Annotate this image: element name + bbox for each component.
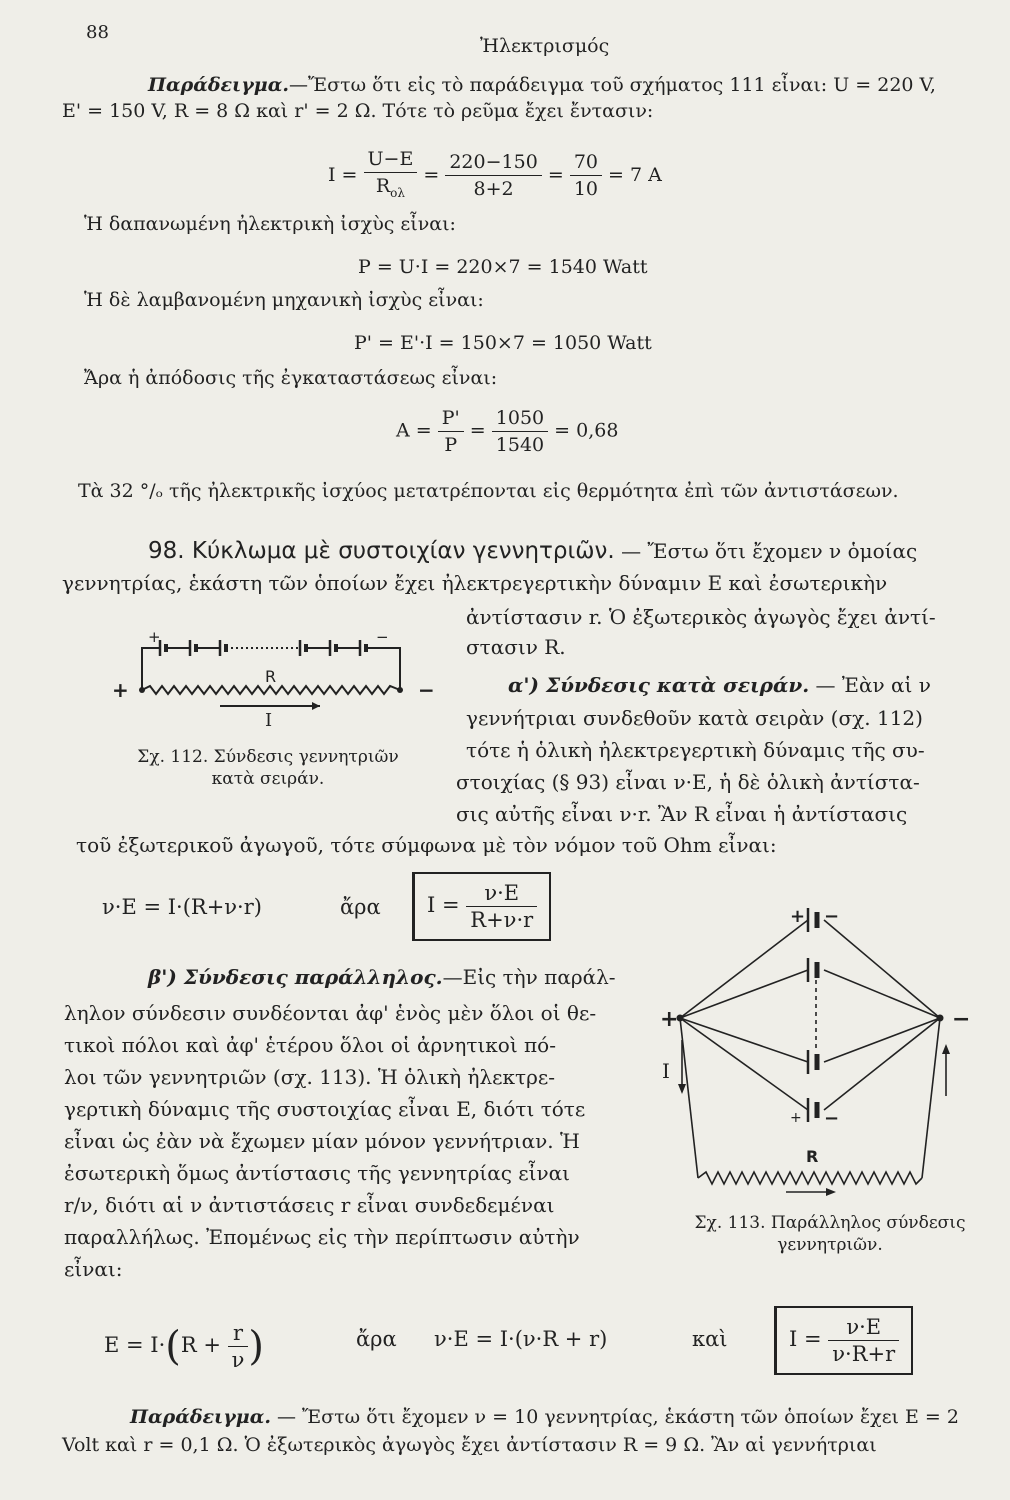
figure-112-plus-terminal: + <box>112 678 129 702</box>
parallel-ara: ἄρα <box>356 1327 397 1351</box>
parallel-equation2: ν·E = I·(ν·R + r) <box>434 1327 608 1351</box>
power-consumed-equation: P = U·I = 220×7 = 1540 Watt <box>358 256 648 278</box>
figure-112-terminal-negative <box>397 687 403 693</box>
efficiency-text: Ἄρα ἡ ἀπόδοσις τῆς ἐγκαταστάσεως εἶναι: <box>84 367 498 389</box>
power-mech-text: Ἡ δὲ λαμβανομένη μηχανικὴ ἰσχὺς εἶναι: <box>84 289 484 311</box>
figure-113-caption: Σχ. 113. Παράλληλος σύνδεσις γεννητριῶν. <box>694 1213 966 1255</box>
figure-113-current-arrow-right <box>942 1044 950 1054</box>
parallel-result-box: I = $\frac{\nu\cdot E}{\nu\cdot R+r}$ <box>774 1306 913 1375</box>
parallel-kai: καὶ <box>692 1327 728 1351</box>
example2-line2: Volt καὶ r = 0,1 Ω. Ὁ ἐξωτερικὸς ἀγωγὸς ἔχει ἀντίστασιν R = 9 Ω. Ἂν αἱ γεννήτριαι <box>62 1434 877 1456</box>
figure-113-plus-bottom: + <box>790 1110 802 1126</box>
section98-title: 98. Κύκλωμα μὲ συστοιχίαν γεννητριῶν. <box>148 538 615 564</box>
series-line2: γεννήτριαι συνδεθοῦν κατὰ σειρὰν (σχ. 112) <box>466 706 923 730</box>
figure-113-plus-top: + <box>790 906 806 927</box>
page-number: 88 <box>86 22 109 43</box>
section98-line4: στασιν R. <box>466 635 566 659</box>
parallel-paragraph: ληλον σύνδεσιν συνδέονται ἀφ' ἑνὸς μὲν ὅλοι οἱ θε- τικοὶ πόλοι καὶ ἀφ' ἑτέρου ὅλοι οἱ ἀρνητικοὶ πό- λοι τῶν γεννητριῶν (σχ. 113). Ἡ ὁλικὴ ἠλεκτρε- γερτικὴ δύναμις τῆς συστοιχίας εἶναι E, διότι τότε εἶναι ὡς ἐὰν νὰ ἔχωμεν μίαν μόνον γεννήτριαν. Ἡ ἐσωτερικὴ ὅμως ἀντίστασις τῆς γεννητρίας εἶναι r/ν, διότι αἱ ν ἀντιστάσεις r εἶναι συνδεδεμέναι παραλλήλως. Ἐπομένως εἰς τὴν περίπτωσιν αὐτὴν εἶναι: <box>64 1001 597 1281</box>
equation-current: I = $\frac{U-E}{R_{o\lambda}}$ = $\frac{220-150}{8+2}$ = $\frac{70}{10}$ = 7 A <box>328 148 662 201</box>
figure-113-node-negative <box>937 1015 944 1022</box>
running-title: Ἠλεκτρισμός <box>480 35 610 57</box>
section98-line2: γεννητρίας, ἑκάστη τῶν ὁποίων ἔχει ἠλεκτρεγερτικὴν δύναμιν E καὶ ἐσωτερικὴν <box>62 571 888 595</box>
figure-113-resistor-label: R <box>806 1147 819 1166</box>
figure-112-current-label: I <box>265 710 273 731</box>
figure-112-terminal-positive <box>139 687 145 693</box>
figure-112-minus-top: − <box>376 628 389 646</box>
series-line6: τοῦ ἐξωτερικοῦ ἀγωγοῦ, τότε σύμφωνα μὲ τὸν νόμον τοῦ Ohm εἶναι: <box>76 833 777 857</box>
figure-113-minus-bottom: − <box>824 1108 840 1129</box>
series-label: α') Σύνδεσις κατὰ σειράν. <box>508 673 810 697</box>
equation-efficiency: A = $\frac{P'}{P}$ = $\frac{1050}{1540}$ = 0,68 <box>396 407 619 456</box>
figure-112-caption: Σχ. 112. Σύνδεσις γεννητριῶν κατὰ σειράν. <box>137 747 399 789</box>
figure-113-plus-terminal: + <box>660 1007 679 1032</box>
figure-112-resistor-label: R <box>265 667 277 686</box>
power-consumed-text: Ἡ δαπανωμένη ἠλεκτρικὴ ἰσχὺς εἶναι: <box>84 213 456 235</box>
section98-line3: ἀντίστασιν r. Ὁ ἐξωτερικὸς ἀγωγὸς ἔχει ἀντί- <box>466 605 936 629</box>
series-result-box: I = $\frac{\nu\cdot E}{R+\nu\cdot r}$ <box>412 872 551 941</box>
parallel-line1: β') Σύνδεσις παράλληλος.—Εἰς τὴν παράλ- <box>148 965 616 989</box>
figure-113-current-arrow-bottom <box>826 1188 836 1196</box>
figure-112-current-arrow <box>312 702 320 710</box>
power-mech-equation: P' = E'·I = 150×7 = 1050 Watt <box>354 332 652 354</box>
parallel-label: β') Σύνδεσις παράλληλος. <box>148 965 443 989</box>
series-line3: τότε ἡ ὁλικὴ ἠλεκτρεγερτικὴ δύναμις τῆς συ- <box>466 738 925 762</box>
series-line4: στοιχίας (§ 93) εἶναι ν·E, ἡ δὲ ὁλικὴ ἀντίστα- <box>456 770 920 794</box>
figure-112-series-circuit <box>100 626 440 736</box>
section98-line1: 98. Κύκλωμα μὲ συστοιχίαν γεννητριῶν. — Ἔστω ὅτι ἔχομεν ν ὁμοίας <box>148 538 918 564</box>
series-line1: α') Σύνδεσις κατὰ σειράν. — Ἐὰν αἱ ν <box>508 673 931 697</box>
example1-label: Παράδειγμα. <box>148 74 289 96</box>
figure-113-parallel-circuit <box>660 900 980 1200</box>
parallel-equation1: E = I·(R + $\frac{r}{\nu}$ ) <box>104 1321 265 1372</box>
example2-label: Παράδειγμα. <box>130 1406 271 1428</box>
figure-112-minus-terminal: − <box>418 678 435 702</box>
example1-intro-line2: E' = 150 V, R = 8 Ω καὶ r' = 2 Ω. Τότε τὸ ρεῦμα ἔχει ἔντασιν: <box>62 100 654 122</box>
example2-line1: Παράδειγμα. — Ἔστω ὅτι ἔχομεν ν = 10 γεννητρίας, ἑκάστη τῶν ὁποίων ἔχει E = 2 <box>130 1406 959 1428</box>
example1-conclusion: Τὰ 32 °/ₒ τῆς ἠλεκτρικῆς ἰσχύος μετατρέπονται εἰς θερμότητα ἐπὶ τῶν ἀντιστάσεων. <box>78 480 899 502</box>
figure-113-current-arrow-left <box>678 1084 686 1094</box>
figure-113-current-label: I <box>662 1059 670 1083</box>
series-equation: ν·E = I·(R+ν·r) <box>102 895 262 919</box>
figure-113-minus-terminal: − <box>952 1007 971 1032</box>
example1-intro-line1: Παράδειγμα.—Ἔστω ὅτι εἰς τὸ παράδειγμα τοῦ σχήματος 111 εἶναι: U = 220 V, <box>148 74 936 96</box>
series-line5: σις αὐτῆς εἶναι ν·r. Ἂν R εἶναι ἡ ἀντίστασις <box>456 802 908 826</box>
series-ara: ἄρα <box>340 895 381 919</box>
figure-113-minus-top: − <box>824 906 840 927</box>
figure-112-plus-top: + <box>148 628 161 646</box>
